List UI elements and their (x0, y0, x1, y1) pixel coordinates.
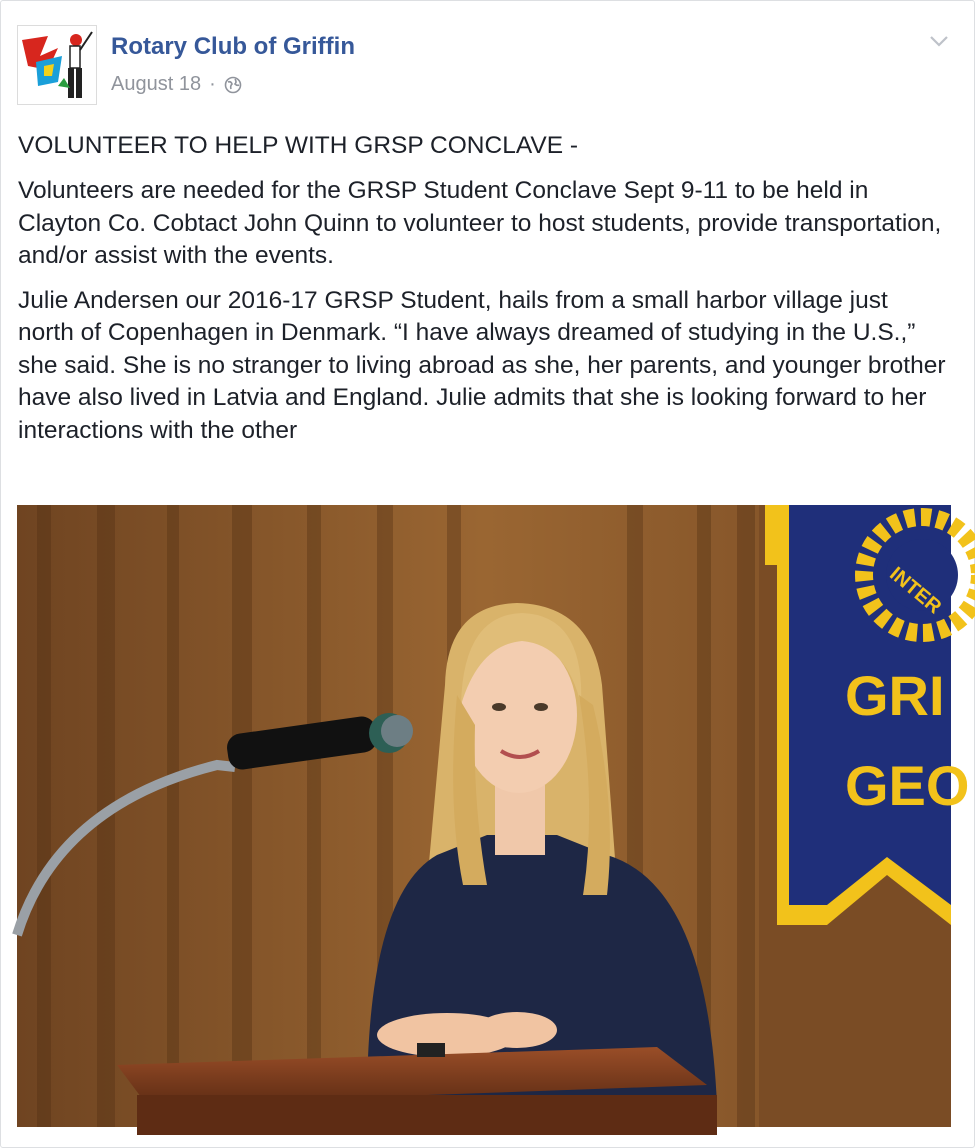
post-photo[interactable] (17, 505, 970, 1127)
post-headline: VOLUNTEER TO HELP WITH GRSP CONCLAVE - (18, 132, 578, 159)
avatar-logo-icon (18, 26, 96, 104)
post-paragraph-1: Volunteers are needed for the GRSP Student Conclave Sept 9-11 to be held in Clayton Co. Cobtact John Quinn to volunteer to host students, provide transportation, and/or assist with the events. (18, 177, 942, 269)
meta-separator: · (209, 73, 216, 95)
photo-canvas (17, 505, 970, 1127)
post-header (17, 25, 957, 105)
page-name-link[interactable]: Rotary Club of Griffin (111, 33, 355, 60)
rotary-banner (759, 505, 975, 1127)
chevron-down-icon[interactable] (927, 31, 951, 51)
banner-text-line-1: GRI (845, 664, 945, 727)
globe-icon[interactable] (224, 76, 242, 94)
post-body (18, 129, 948, 459)
post-date[interactable]: August 18 (111, 73, 202, 95)
post-meta (111, 73, 242, 96)
banner-text-line-2: GEO (845, 754, 970, 817)
page-avatar[interactable] (17, 25, 97, 105)
post-paragraph-2: Julie Andersen our 2016-17 GRSP Student, hails from a small harbor village just north of Copenhagen in Denmark. “I have always dreamed of studying in the U.S.,” she said. She is no stranger to living abroad as she, her parents, and younger brother have also lived in Latvia and England. Julie admits that she is looking forward to her interactions with the other (18, 286, 946, 444)
banner-gear-text: INTER (885, 562, 946, 619)
